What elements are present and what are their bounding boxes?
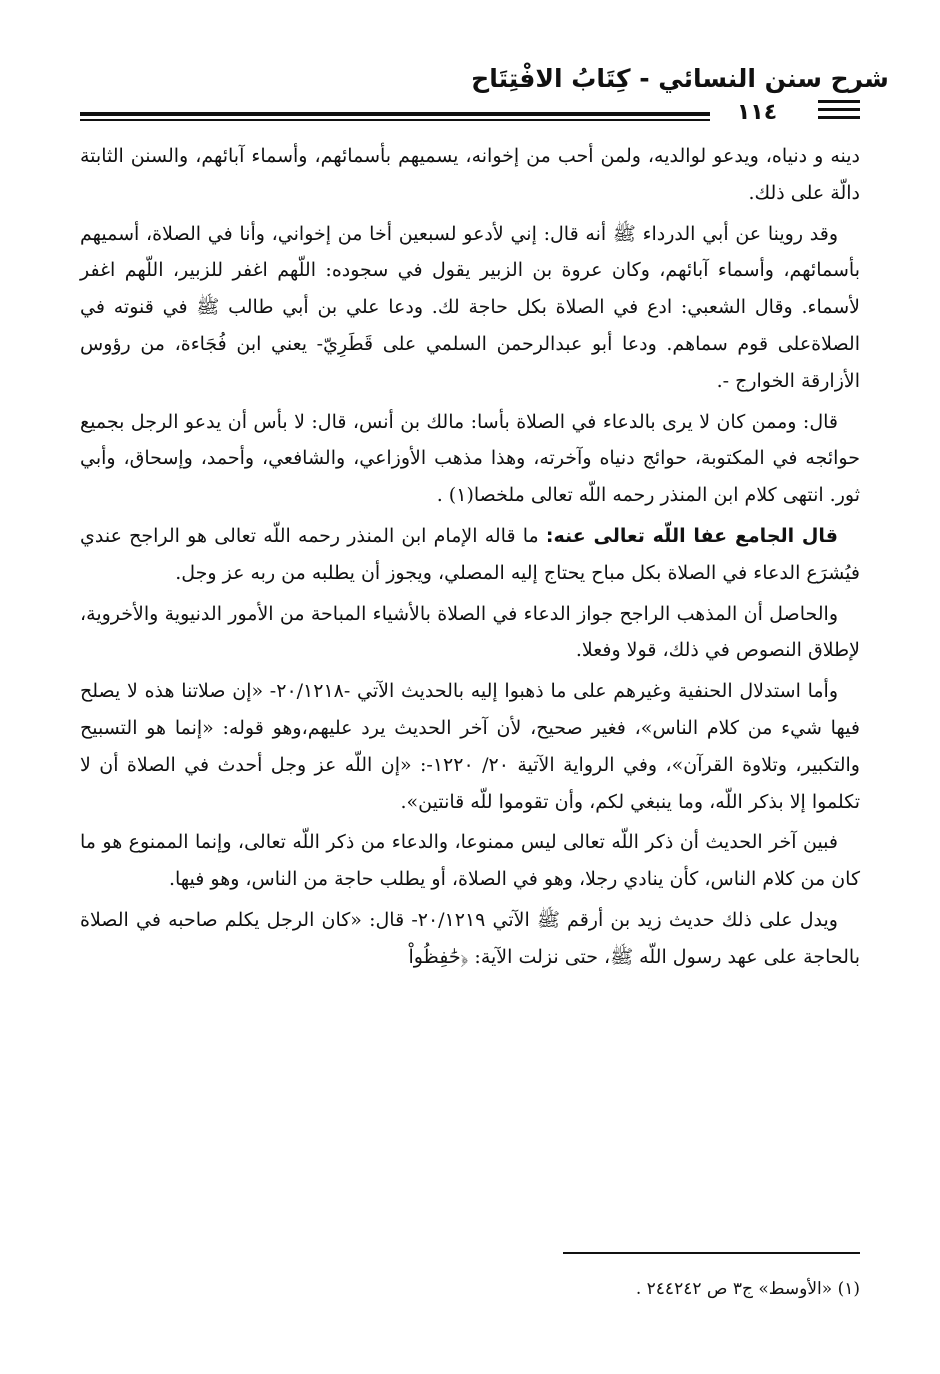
header-rule-thin (80, 119, 710, 121)
paragraph-1: دينه و دنياه، ويدعو لوالديه، ولمن أحب من إخوانه، يسميهم بأسمائهم، وأسماء آبائهم، والسنن الثابتة دالّة على ذلك. (80, 145, 860, 204)
paragraph-5: والحاصل أن المذهب الراجح جواز الدعاء في الصلاة بالأشياء المباحة من الأمور الدنيوية والأخروية، لإطلاق النصوص في ذلك، قولا وفعلا. (80, 602, 860, 662)
paragraph-4-lead: قال الجامع عفا اللّه تعالى عنه: (545, 524, 838, 547)
header-rule-right-mid (818, 108, 860, 111)
paragraph-4-text: ما قاله الإمام ابن المنذر رحمه اللّه تعالى هو الراجح عندي فيُشرَع الدعاء في الصلاة بكل مباح يحتاج إليه المصلي، ويجوز أن يطلبه من ربه عز وجل. (80, 524, 860, 584)
header-rule-thick (80, 112, 710, 116)
footnote: (١) «الأوسط» ج٣ ص ٢٤٤٢٤٢ . (635, 1279, 860, 1299)
running-header-title: شرح سنن النسائي - كِتَابُ الافْتِتَاح (471, 64, 889, 93)
paragraph-3: قال: وممن كان لا يرى بالدعاء في الصلاة بأسا: مالك بن أنس، قال: لا بأس أن يدعو الرجل بجميع حوائجه في المكتوبة، حوائج دنياه وآخرته، وهذا مذهب الأوزاعي، والشافعي، وأحمد، وإسحاق، وأبي ثور. انتهى كلام ابن المنذر رحمه اللّه تعالى ملخصا(١) . (80, 410, 860, 507)
footnote-separator (563, 1252, 860, 1254)
header-rule-right-top (818, 100, 860, 103)
header-rule-right-bottom (818, 116, 860, 119)
main-text (80, 138, 860, 980)
paragraph-2: وقد روينا عن أبي الدرداء ﷺ أنه قال: إني لأدعو لسبعين أخا من إخواني، وأنا في الصلاة، أسميهم بأسمائهم، وأسماء آبائهم، وكان عروة بن الزبير يقول في سجوده: اللّهم اغفر للزبير، اللّهم اغفر لأسماء. وقال الشعبي: ادع في الصلاة بكل حاجة لك. ودعا علي بن أبي طالب ﷺ في قنوته في الصلاةعلى قوم سماهم. ودعا أبو عبدالرحمن السلمي على قَطَرِيّ- يعني ابن فُجَاءة، من رؤوس الأزارقة الخوارج -. (80, 222, 860, 392)
paragraph-4 (80, 518, 860, 592)
paragraph-6: وأما استدلال الحنفية وغيرهم على ما ذهبوا إليه بالحديث الآتي -٢٠/١٢١٨- «إن صلاتنا هذه لا يصلح فيها شيء من كلام الناس»، فغير صحيح، لأن آخر الحديث يرد عليهم،وهو قوله: «إنما هو التسبيح والتكبير، وتلاوة القرآن»، وفي الرواية الآتية ٢٠/ ١٢٢٠-: «إن اللّه عز وجل أحدث في الصلاة أن لا تكلموا إلا بذكر اللّه، وما ينبغي لكم، وأن تقوموا للّه قانتين». (80, 680, 860, 813)
paragraph-8: ويدل على ذلك حديث زيد بن أرقم ﷺ الآتي ٢٠/١٢١٩- قال: «كان الرجل يكلم صاحبه في الصلاة بالحاجة على عهد رسول اللّه ﷺ، حتى نزلت الآية: ﴿حَٰفِظُواْ (80, 908, 860, 968)
page-number: ١١٤ (736, 100, 778, 125)
paragraph-7: فبين آخر الحديث أن ذكر اللّه تعالى ليس ممنوعا، والدعاء من ذكر اللّه تعالى، وإنما الممنوع هو ما كان من كلام الناس، كأن ينادي رجلا، وهو في الصلاة، أو يطلب حاجة من الناس، وهو فيها. (80, 831, 860, 891)
